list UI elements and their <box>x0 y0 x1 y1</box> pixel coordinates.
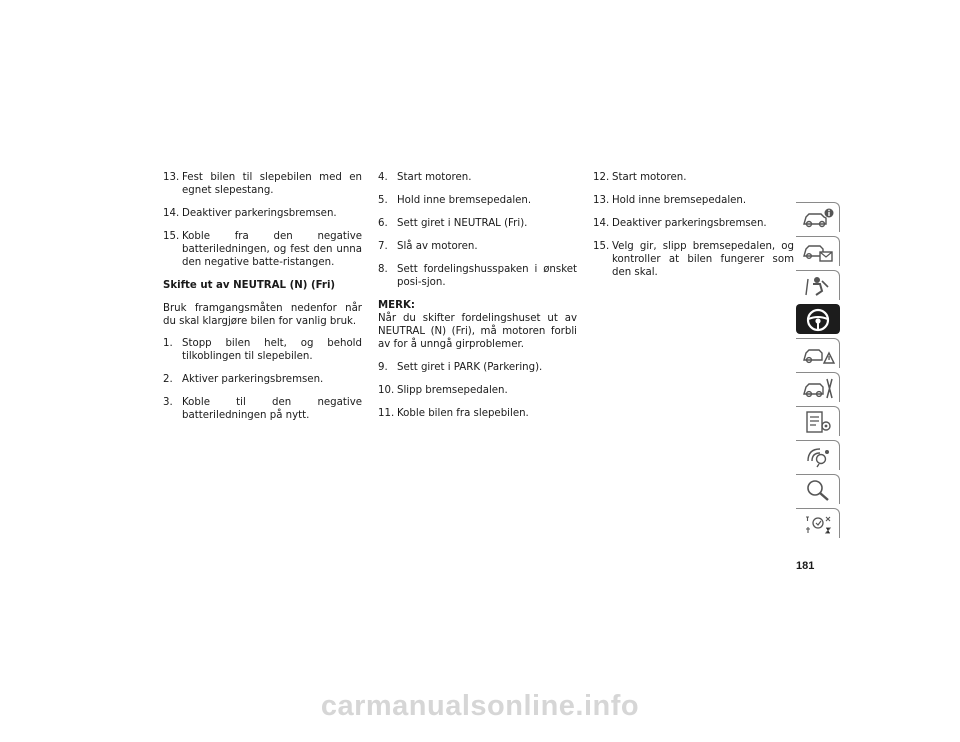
steering-wheel-icon <box>800 307 836 333</box>
item-text: Deaktiver parkeringsbremsen. <box>182 208 337 219</box>
language-index-icon <box>800 511 836 537</box>
section-heading: Skifte ut av NEUTRAL (N) (Fri) <box>163 280 336 291</box>
item-number: 12. <box>593 172 610 183</box>
tab-service-list[interactable] <box>796 406 840 436</box>
item-text: Koble til den negative batteriledningen på nytt. <box>182 397 362 421</box>
tab-car-mail[interactable] <box>796 236 840 266</box>
item-text: Velg gir, slipp bremsepedalen, og kontroller at bilen fungerer som den skal. <box>612 241 794 278</box>
item-number: 6. <box>378 218 388 229</box>
car-info-icon <box>800 205 836 231</box>
item-text: Fest bilen til slepebilen med en egnet slepestang. <box>182 172 362 196</box>
column-2 <box>378 171 577 430</box>
car-warning-icon <box>800 341 836 367</box>
item-number: 7. <box>378 241 388 252</box>
tab-language-index[interactable] <box>796 508 840 538</box>
list-item <box>593 194 794 207</box>
tab-search[interactable] <box>796 474 840 504</box>
note-label: MERK: <box>378 300 415 311</box>
item-number: 9. <box>378 362 388 373</box>
item-number: 3. <box>163 397 173 408</box>
car-seat-icon <box>800 273 836 299</box>
item-number: 2. <box>163 374 173 385</box>
item-number: 11. <box>378 408 395 419</box>
item-text: Hold inne bremsepedalen. <box>397 195 532 206</box>
tab-multimedia[interactable] <box>796 440 840 470</box>
column-1 <box>163 171 362 432</box>
item-number: 13. <box>163 172 180 183</box>
list-item <box>378 361 577 374</box>
tab-steering-wheel[interactable] <box>796 304 840 334</box>
list-item <box>163 230 362 269</box>
item-text: Deaktiver parkeringsbremsen. <box>612 218 767 229</box>
list-item <box>163 373 362 386</box>
item-number: 5. <box>378 195 388 206</box>
item-text: Koble fra den negative batteriledningen, og fest den unna den negative batte-ristangen. <box>182 231 362 268</box>
car-wrench-icon <box>800 375 836 401</box>
list-item <box>378 263 577 289</box>
item-text: Slipp bremsepedalen. <box>397 385 508 396</box>
item-text: Hold inne bremsepedalen. <box>612 195 747 206</box>
item-number: 1. <box>163 338 173 349</box>
service-list-icon <box>800 409 836 435</box>
paragraph: Bruk framgangsmåten nedenfor når du skal klargjøre bilen for vanlig bruk. <box>163 303 362 327</box>
item-number: 10. <box>378 385 395 396</box>
column-3 <box>593 171 794 289</box>
tab-car-info[interactable] <box>796 202 840 232</box>
chapter-tabs <box>796 202 842 542</box>
list-item <box>378 171 577 184</box>
car-mail-icon <box>800 239 836 265</box>
item-text: Slå av motoren. <box>397 241 478 252</box>
list-item <box>593 171 794 184</box>
tab-car-seat[interactable] <box>796 270 840 300</box>
item-text: Start motoren. <box>397 172 472 183</box>
multimedia-icon <box>800 443 836 469</box>
list-item <box>593 217 794 230</box>
list-item <box>378 240 577 253</box>
page-number: 181 <box>796 560 815 572</box>
list-item <box>378 194 577 207</box>
item-number: 15. <box>593 241 610 252</box>
item-text: Aktiver parkeringsbremsen. <box>182 374 324 385</box>
item-number: 14. <box>593 218 610 229</box>
tab-car-warning[interactable] <box>796 338 840 368</box>
item-number: 13. <box>593 195 610 206</box>
item-number: 15. <box>163 231 180 242</box>
list-item <box>378 407 577 420</box>
item-text: Stopp bilen helt, og behold tilkoblingen til slepebilen. <box>182 338 362 362</box>
item-text: Sett giret i NEUTRAL (Fri). <box>397 218 528 229</box>
item-number: 4. <box>378 172 388 183</box>
list-item <box>163 207 362 220</box>
item-number: 8. <box>378 264 388 275</box>
list-item <box>163 171 362 197</box>
item-number: 14. <box>163 208 180 219</box>
list-item <box>593 240 794 279</box>
item-text: Sett fordelingshusspaken i ønsket posi-sjon. <box>397 264 577 288</box>
list-item <box>163 337 362 363</box>
item-text: Sett giret i PARK (Parkering). <box>397 362 543 373</box>
list-item <box>163 396 362 422</box>
list-item <box>378 217 577 230</box>
search-icon <box>800 477 836 503</box>
list-item <box>378 384 577 397</box>
note-text: Når du skifter fordelingshuset ut av NEUTRAL (N) (Fri), må motoren forbli av for å unngå girproblemer. <box>378 313 577 350</box>
item-text: Start motoren. <box>612 172 687 183</box>
item-text: Koble bilen fra slepebilen. <box>397 408 529 419</box>
watermark: carmanualsonline.info <box>320 690 640 722</box>
tab-car-wrench[interactable] <box>796 372 840 402</box>
